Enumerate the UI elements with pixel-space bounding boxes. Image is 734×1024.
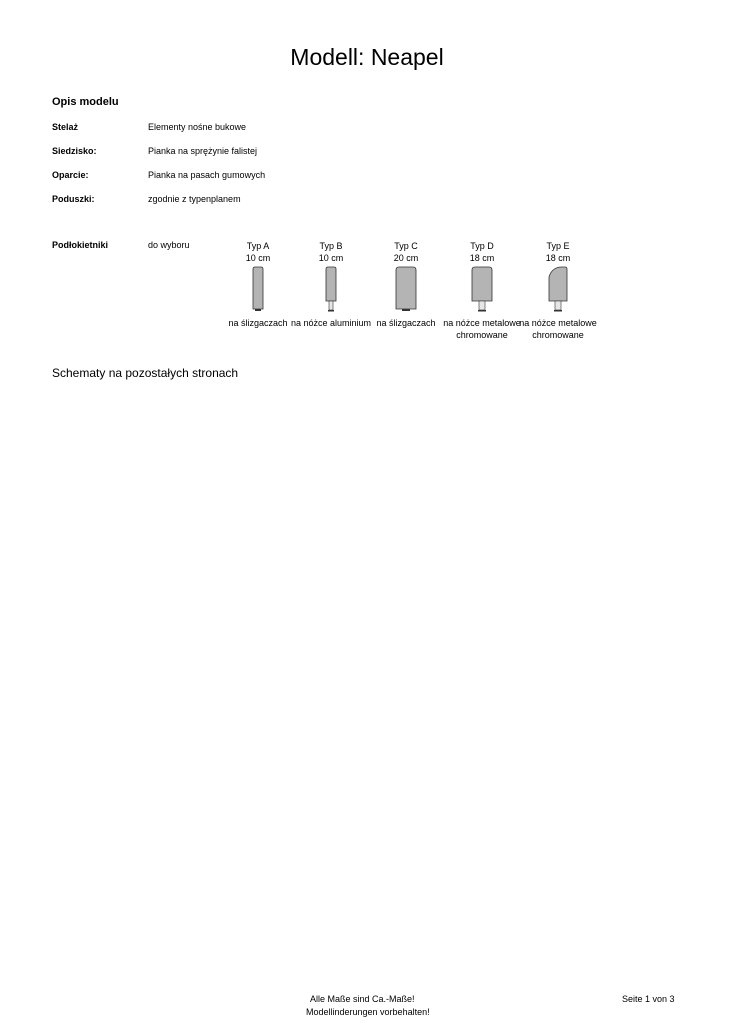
armrest-type-size: 18 cm: [469, 253, 495, 263]
armrest-choice: do wyboru: [148, 240, 190, 250]
row-value-poduszki: zgodnie z typenplanem: [148, 194, 241, 204]
armrest-type-name: Typ D: [470, 241, 494, 251]
armrest-label: Podłokietniki: [52, 240, 109, 250]
armrest-type-name: Typ A: [246, 241, 270, 251]
armrest-type-desc: na nóżce aluminium: [290, 318, 372, 328]
armrest-type-desc: na nóżce metalowe chromowane: [443, 318, 521, 340]
armrest-type-name: Typ B: [319, 241, 343, 251]
armrest-type-size: 10 cm: [245, 253, 271, 263]
armrest-typ-d-icon: [470, 267, 494, 313]
row-value-siedzisko: Pianka na sprężynie falistej: [148, 146, 258, 156]
row-label-stelaz: Stelaż: [52, 122, 79, 132]
section-title: Opis modelu: [52, 96, 119, 108]
armrest-type-name: Typ E: [546, 241, 570, 251]
armrest-type-name: Typ C: [394, 241, 418, 251]
armrest-type-e: [513, 240, 603, 341]
armrest-typ-e-icon: [546, 267, 570, 313]
armrest-type-size: 18 cm: [545, 253, 571, 263]
schematy-note: Schematy na pozostałych stronach: [52, 366, 239, 380]
armrest-typ-b-icon: [321, 267, 341, 313]
page-title: Modell: Neapel: [290, 44, 444, 70]
armrest-type-size: 20 cm: [393, 253, 419, 263]
armrest-type-size: 10 cm: [318, 253, 344, 263]
footer-note-2: Modellinderungen vorbehalten!: [306, 1007, 430, 1017]
footer-note: Alle Maße sind Ca.-Maße!: [310, 994, 415, 1004]
page-number: Seite 1 von 3: [622, 994, 675, 1004]
armrest-type-desc: na ślizgaczach: [228, 318, 288, 328]
row-label-poduszki: Poduszki:: [52, 194, 95, 204]
armrest-type-desc: na ślizgaczach: [376, 318, 436, 328]
row-value-oparcie: Pianka na pasach gumowych: [148, 170, 266, 180]
armrest-typ-a-icon: [248, 267, 268, 313]
armrest-typ-c-icon: [394, 267, 418, 313]
row-value-stelaz: Elementy nośne bukowe: [148, 122, 247, 132]
armrest-type-desc: na nóżce metalowe chromowane: [519, 318, 597, 340]
row-label-oparcie: Oparcie:: [52, 170, 89, 180]
row-label-siedzisko: Siedzisko:: [52, 146, 97, 156]
